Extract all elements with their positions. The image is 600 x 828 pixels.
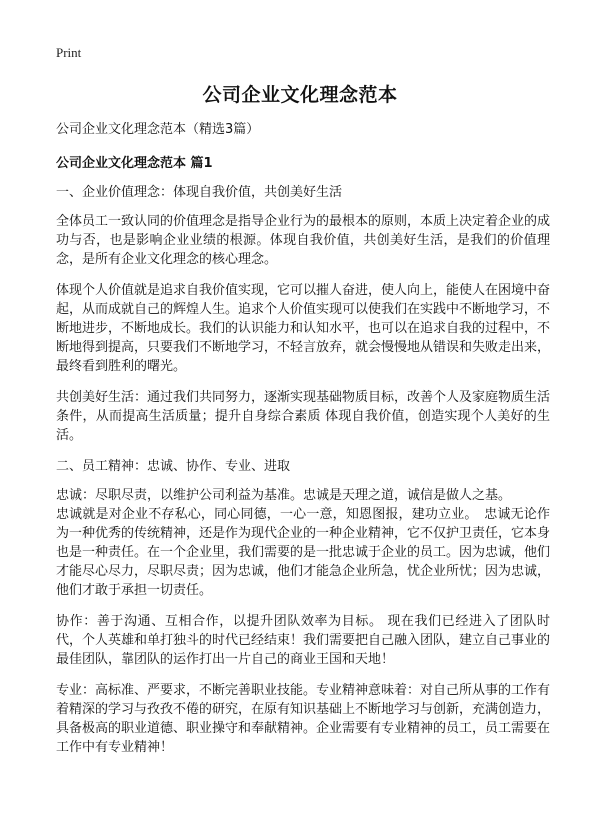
print-link[interactable]: Print bbox=[56, 45, 82, 60]
paragraph: 专业：高标准、严要求，不断完善职业技能。专业精神意味着：对自己所从事的工作有着精深的学习与孜孜不倦的研究，在原有知识基础上不断地学习与创新，充满创造力，具备极高的职业道德、职业操守和奉献精神。企业需要有专业精神的员工，员工需要在工作中有专业精神！ bbox=[56, 683, 551, 755]
paragraph: 忠诚：尽职尽责，以维护公司利益为基准。忠诚是天理之道，诚信是做人之基。 bbox=[56, 488, 512, 503]
paragraph: 全体员工一致认同的价值理念是指导企业行为的最根本的原则，本质上决定着企业的成功与否，也是影响企业业绩的根源。体现自我价值，共创美好生活，是我们的价值理念，是所有企业文化理念的核心理念。 bbox=[56, 214, 551, 267]
paragraph: 忠诚就是对企业不存私心，同心同德，一心一意，知恩图报，建功立业。 忠诚无论作为一种优秀的传统精神，还是作为现代企业的一种企业精神，它不仅护卫责任，它本身也是一种责任。在一个企业里，我们需要的是一批忠诚于企业的员工。因为忠诚，他们才能尽心尽力，尽职尽责；因为忠诚，他们才能急企业所急，忧企业所忧；因为忠诚，他们才敢于承担一切责任。 bbox=[56, 507, 551, 598]
document-body bbox=[56, 120, 550, 769]
section-heading-spirit: 二、员工精神：忠诚、协作、专业、进取 bbox=[56, 459, 291, 474]
section-heading-values: 一、企业价值理念：体现自我价值，共创美好生活 bbox=[56, 185, 343, 200]
document-subtitle: 公司企业文化理念范本（精选3篇） bbox=[56, 122, 260, 137]
paragraph: 体现个人价值就是追求自我价值实现，它可以摧人奋进，使人向上，能使人在困境中奋起，从而成就自己的辉煌人生。追求个人价值实现可以使我们在实践中不断地学习，不断地进步，不断地成长。我们的认识能力和认知水平，也可以在追求自我的过程中，不断地得到提高，只要我们不断地学习，不轻言放弃，就会慢慢地从错误和失败走出来，最终看到胜利的曙光。 bbox=[56, 283, 551, 374]
article-heading: 公司企业文化理念范本 篇1 bbox=[56, 156, 213, 171]
page-title: 公司企业文化理念范本 bbox=[202, 84, 398, 106]
paragraph: 共创美好生活：通过我们共同努力，逐渐实现基础物质目标，改善个人及家庭物质生活条件，从而提高生活质量；提升自身综合素质 体现自我价值，创造实现个人美好的生活。 bbox=[56, 390, 551, 443]
paragraph: 协作：善于沟通、互相合作，以提升团队效率为目标。 现在我们已经进入了团队时代，个人英雄和单打独斗的时代已经结束！我们需要把自己融入团队，建立自己事业的最佳团队，靠团队的运作打出一片自己的商业王国和天地！ bbox=[56, 614, 551, 667]
